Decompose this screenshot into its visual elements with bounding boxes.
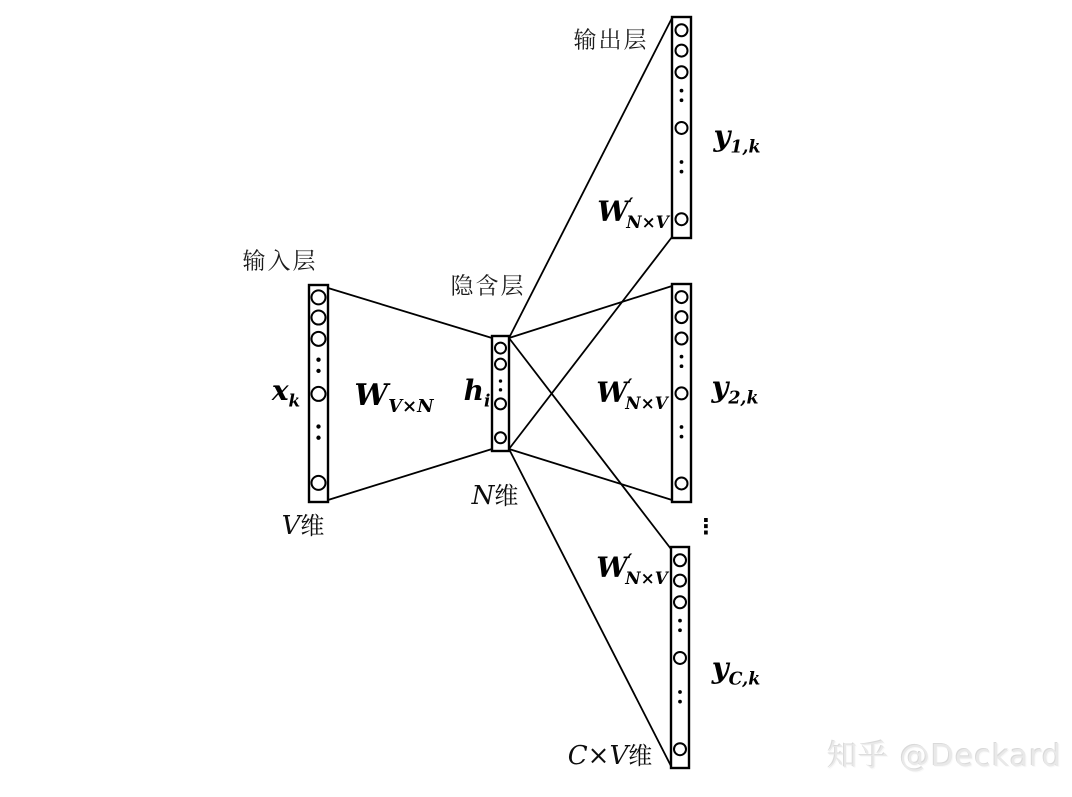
ellipsis-dot bbox=[680, 160, 684, 164]
output-weight-matrix-label-1 bbox=[597, 195, 669, 232]
input-layer-title: 输入层 bbox=[242, 248, 318, 275]
ellipsis-dot bbox=[678, 690, 682, 694]
neuron-node bbox=[676, 311, 688, 323]
neuron-node bbox=[495, 398, 506, 409]
neuron-node bbox=[674, 575, 686, 587]
neuron-node bbox=[676, 213, 688, 225]
hidden-vector-label bbox=[463, 374, 491, 411]
outputs-ellipsis: ⋮ bbox=[695, 514, 717, 539]
ellipsis-dot bbox=[316, 424, 320, 428]
neuron-node bbox=[312, 387, 326, 401]
connection-hidden-top-to-output-3-top bbox=[509, 338, 671, 549]
ellipsis-dot bbox=[678, 700, 682, 704]
ellipsis-dot bbox=[499, 388, 502, 391]
neuron-node bbox=[674, 554, 686, 566]
neuron-node bbox=[312, 476, 326, 490]
neuron-node bbox=[676, 387, 688, 399]
ellipsis-dot bbox=[499, 379, 502, 382]
dimension-letter: V bbox=[281, 511, 301, 541]
output-vector-base: y bbox=[711, 650, 729, 685]
prime-mark: ′ bbox=[627, 376, 633, 397]
neuron-node bbox=[495, 432, 506, 443]
ellipsis-dot bbox=[316, 436, 320, 440]
output-vector-sub: C,k bbox=[728, 669, 761, 690]
connection-hidden-bottom-to-output-1-bottom bbox=[509, 237, 672, 449]
input-vector-label bbox=[271, 374, 301, 411]
ellipsis-dot bbox=[316, 369, 320, 373]
hidden-vector-base: h bbox=[463, 374, 484, 407]
neuron-node bbox=[495, 359, 506, 370]
neuron-node bbox=[676, 122, 688, 134]
hidden-layer-title: 隐含层 bbox=[450, 273, 526, 300]
input-weight-matrix-label bbox=[354, 378, 434, 417]
input-dimension-label bbox=[282, 513, 325, 539]
output-weight-sub: N×V bbox=[625, 392, 668, 413]
input-vector-base: x bbox=[271, 374, 289, 407]
ellipsis-dot bbox=[678, 628, 682, 632]
ellipsis-dot bbox=[680, 425, 684, 429]
connection-input-bottom-to-hidden-bottom bbox=[328, 449, 492, 500]
output-weight-base: W bbox=[596, 551, 628, 584]
connection-hidden-bottom-to-output-3-bottom bbox=[509, 449, 671, 766]
input-weight-sub: V×N bbox=[388, 396, 434, 417]
dimension-unit: 维 bbox=[300, 512, 325, 540]
neuron-node bbox=[676, 24, 688, 36]
ellipsis-dot bbox=[680, 89, 684, 93]
hidden-vector-sub: i bbox=[483, 390, 491, 411]
neuron-node bbox=[312, 332, 326, 346]
output-weight-base: W bbox=[596, 376, 628, 409]
output-weight-matrix-label-2 bbox=[596, 376, 668, 413]
output-vector-sub: 2,k bbox=[728, 388, 759, 409]
neuron-node bbox=[674, 652, 686, 664]
neuron-node bbox=[676, 333, 688, 345]
connection-hidden-top-to-output-1-top bbox=[509, 18, 672, 338]
output-vector-c-label bbox=[711, 650, 761, 690]
neuron-node bbox=[674, 596, 686, 608]
prime-mark: ′ bbox=[627, 551, 633, 572]
input-weight-base: W bbox=[354, 378, 389, 413]
neuron-node bbox=[674, 743, 686, 755]
dimension-letter: N bbox=[471, 481, 495, 511]
connection-hidden-bottom-to-output-2-bottom bbox=[509, 449, 672, 500]
neuron-node bbox=[312, 290, 326, 304]
dimension-unit: 维 bbox=[628, 742, 653, 770]
zhihu-watermark: 知乎 @Deckard bbox=[827, 739, 1062, 774]
output-weight-matrix-label-3 bbox=[596, 551, 668, 588]
neuron-node bbox=[312, 311, 326, 325]
prime-mark: ′ bbox=[628, 195, 634, 216]
dimension-unit: 维 bbox=[494, 482, 519, 510]
neuron-node bbox=[676, 45, 688, 57]
output-weight-base: W bbox=[597, 195, 629, 228]
ellipsis-dot bbox=[680, 98, 684, 102]
ellipsis-dot bbox=[680, 170, 684, 174]
ellipsis-dot bbox=[680, 435, 684, 439]
connection-hidden-top-to-output-2-top bbox=[509, 286, 672, 338]
output-vector-2-label bbox=[711, 369, 759, 409]
dimension-letter: C×V bbox=[567, 741, 629, 771]
ellipsis-dot bbox=[316, 358, 320, 362]
ellipsis-dot bbox=[680, 364, 684, 368]
output-vector-sub: 1,k bbox=[730, 137, 761, 158]
output-vector-base: y bbox=[711, 369, 729, 404]
output-dimension-label bbox=[568, 743, 652, 769]
input-vector-sub: k bbox=[288, 390, 301, 411]
neuron-node bbox=[495, 343, 506, 354]
output-vector-base: y bbox=[713, 118, 731, 153]
output-layer-title: 输出层 bbox=[573, 27, 649, 54]
neuron-node bbox=[676, 66, 688, 78]
ellipsis-dot bbox=[680, 355, 684, 359]
output-weight-sub: N×V bbox=[626, 211, 669, 232]
neuron-node bbox=[676, 291, 688, 303]
output-vector-1-label bbox=[713, 118, 761, 158]
hidden-dimension-label bbox=[472, 483, 519, 509]
output-weight-sub: N×V bbox=[625, 567, 668, 588]
neuron-node bbox=[676, 477, 688, 489]
ellipsis-dot bbox=[678, 619, 682, 623]
